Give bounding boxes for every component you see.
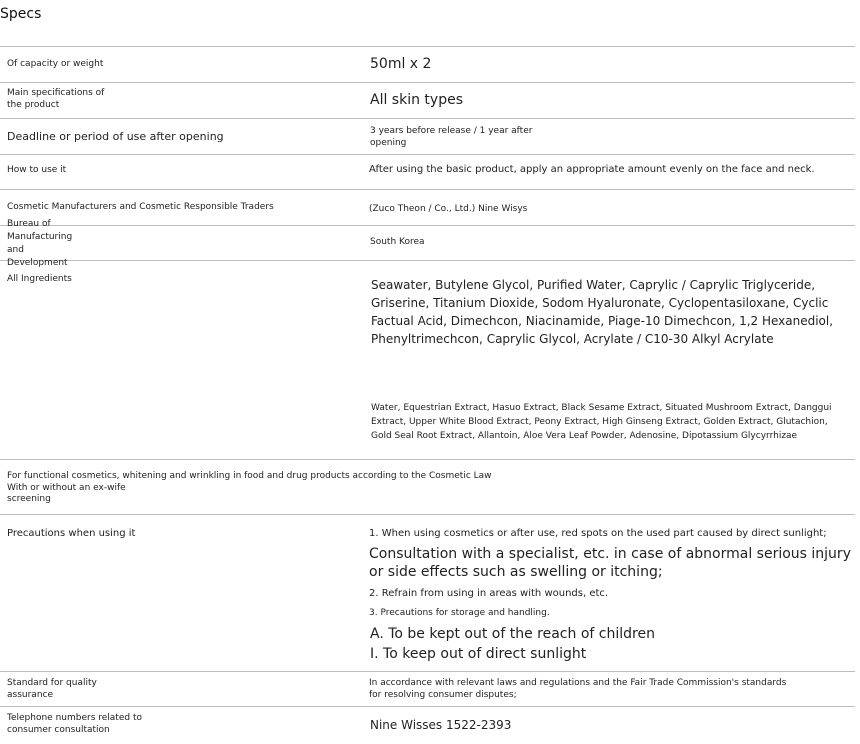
telephone-value: Nine Wisses 1522-2393 (370, 718, 512, 732)
precautions-line-6: I. To keep out of direct sunlight (370, 646, 587, 662)
deadline-value: 3 years before release / 1 year after opening (370, 126, 533, 148)
capacity-label: Of capacity or weight (7, 59, 104, 69)
row-divider (0, 46, 855, 47)
manufacturers-value: (Zuco Theon / Co., Ltd.) Nine Wisys (369, 204, 528, 214)
row-divider (0, 706, 855, 707)
precautions-line-3: 2. Refrain from using in areas with wounds, etc. (369, 588, 609, 599)
telephone-label: Telephone numbers related to consumer consultation (7, 713, 142, 735)
precautions-label: Precautions when using it (7, 528, 136, 539)
capacity-value: 50ml x 2 (370, 56, 432, 72)
how-to-use-value: After using the basic product, apply an appropriate amount evenly on the face and neck. (369, 164, 815, 175)
bureau-value: South Korea (370, 237, 425, 247)
row-divider (0, 459, 855, 460)
row-divider (0, 225, 855, 226)
row-divider (0, 189, 855, 190)
quality-value: In accordance with relevant laws and regulations and the Fair Trade Commission's standards for resolving consumer disputes; (369, 678, 787, 700)
row-divider (0, 260, 855, 261)
row-divider (0, 671, 855, 672)
precautions-line-5: A. To be kept out of the reach of children (370, 626, 655, 642)
bureau-label: Bureau of Manufacturing and Development (7, 219, 73, 268)
ingredients-main: Seawater, Butylene Glycol, Purified Water, Caprylic / Caprylic Triglyceride, Griserine, Titanium Dioxide, Sodom Hyaluronate, Cyclopentasiloxane, Cyclic Factual Acid, Dimechcon, Niacinamide, Piage-10 Dimechcon, 1,2 Hexanediol, Phenyltrimechcon, Caprylic Glycol, Acrylate / C10-30 Alkyl Acrylate (371, 278, 834, 346)
precautions-line-2: Consultation with a specialist, etc. in case of abnormal serious injury or side effects such as swelling or itching; (369, 546, 851, 580)
deadline-label: Deadline or period of use after opening (7, 130, 224, 143)
manufacturers-label: Cosmetic Manufacturers and Cosmetic Responsible Traders (7, 202, 274, 212)
how-to-use-label: How to use it (7, 165, 67, 175)
precautions-line-1: 1. When using cosmetics or after use, red spots on the used part caused by direct sunlight; (369, 528, 827, 539)
quality-label: Standard for quality assurance (7, 678, 97, 700)
ingredients-extra: Water, Equestrian Extract, Hasuo Extract, Black Sesame Extract, Situated Mushroom Extract, Danggui Extract, Upper White Blood Extract, Peony Extract, High Ginseng Extract, Golden Extract, Glutachion, Gold Seal Root Extract, Allantoin, Aloe Vera Leaf Powder, Adenosine, Dipotassium Glycyrrhizae (371, 403, 832, 441)
functional-label: For functional cosmetics, whitening and wrinkling in food and drug products according to the Cosmetic Law With or without an ex-wife screening (7, 471, 492, 504)
page-title: Specs (0, 6, 42, 22)
ingredients-label: All Ingredients (7, 274, 72, 284)
main-specs-value: All skin types (370, 92, 463, 108)
row-divider (0, 514, 855, 515)
row-divider (0, 154, 855, 155)
precautions-line-4: 3. Precautions for storage and handling. (369, 608, 550, 618)
row-divider (0, 82, 855, 83)
row-divider (0, 118, 855, 119)
main-specs-label: Main specifications of the product (7, 88, 105, 110)
